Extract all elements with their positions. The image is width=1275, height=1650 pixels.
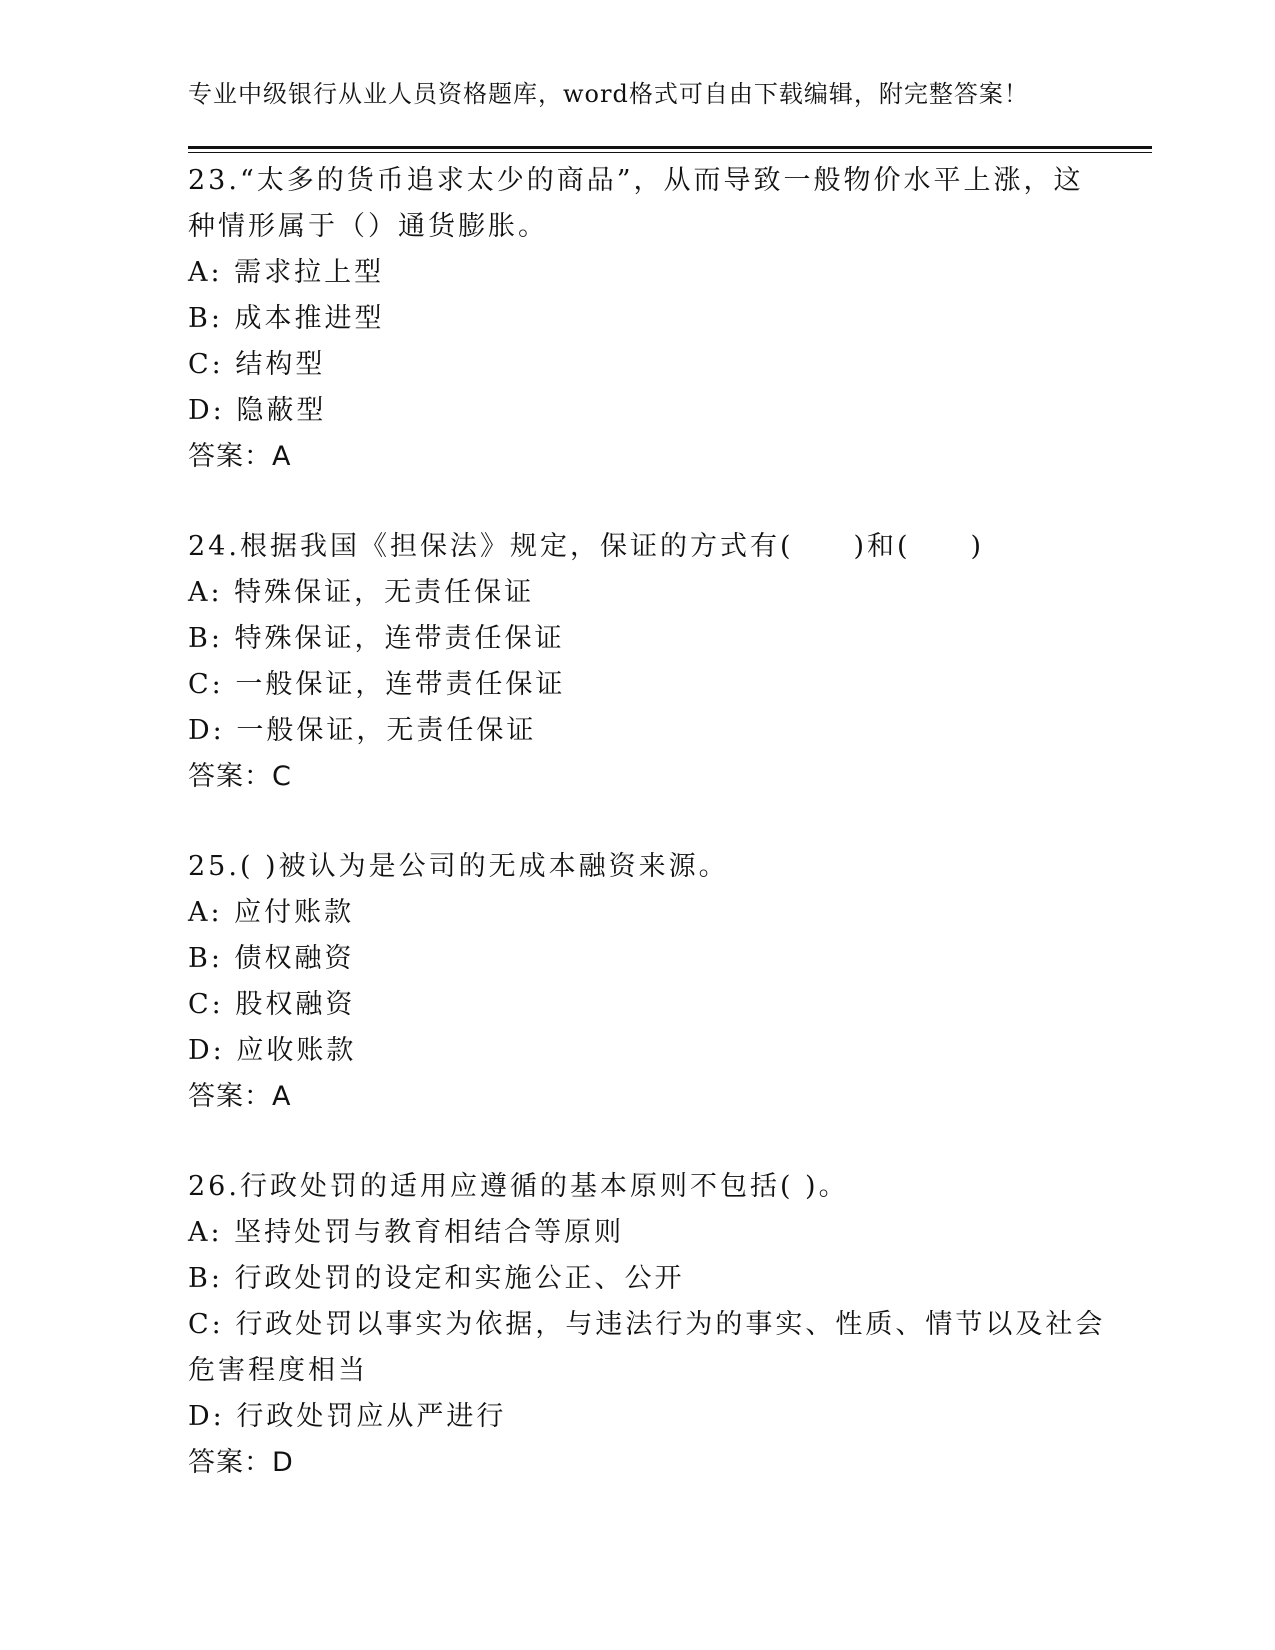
question-list [188, 158, 1106, 1530]
header-rule [188, 146, 1152, 153]
option-d: D: 应收账款 [188, 1035, 357, 1066]
option-c: C: 一般保证，连带责任保证 [188, 669, 566, 700]
option-d: D: 行政处罚应从严进行 [188, 1401, 507, 1432]
option-a: A: 需求拉上型 [188, 257, 385, 288]
option-a: A: 应付账款 [188, 897, 355, 928]
answer: 答案：A [188, 1081, 292, 1112]
question-stem: 25.( )被认为是公司的无成本融资来源。 [188, 851, 729, 882]
page-header: 专业中级银行从业人员资格题库，word格式可自由下载编辑，附完整答案！ [188, 80, 1029, 108]
question-stem: 种情形属于（）通货膨胀。 [188, 211, 548, 242]
option-a: A: 特殊保证，无责任保证 [188, 577, 535, 608]
option-c: C: 行政处罚以事实为依据，与违法行为的事实、性质、情节以及社会 [188, 1309, 1106, 1340]
option-b: B: 成本推进型 [188, 303, 385, 334]
question-24 [188, 524, 1088, 800]
question-26 [188, 1164, 1106, 1486]
question-23 [188, 158, 1088, 480]
option-c: C: 股权融资 [188, 989, 356, 1020]
question-25 [188, 844, 1088, 1120]
option-b: B: 债权融资 [188, 943, 355, 974]
question-stem: 23.“太多的货币追求太少的商品”，从而导致一般物价水平上涨，这 [188, 165, 1084, 196]
option-c: C: 结构型 [188, 349, 326, 380]
option-c-continuation: 危害程度相当 [188, 1355, 368, 1386]
option-a: A: 坚持处罚与教育相结合等原则 [188, 1217, 625, 1248]
answer: 答案：C [188, 761, 292, 792]
question-stem: 26.行政处罚的适用应遵循的基本原则不包括( )。 [188, 1171, 849, 1202]
answer: 答案：A [188, 441, 292, 472]
option-b: B: 特殊保证，连带责任保证 [188, 623, 565, 654]
option-d: D: 一般保证，无责任保证 [188, 715, 537, 746]
answer: 答案：D [188, 1447, 294, 1478]
option-b: B: 行政处罚的设定和实施公正、公开 [188, 1263, 685, 1294]
question-stem: 24.根据我国《担保法》规定，保证的方式有( )和( ) [188, 531, 985, 562]
option-d: D: 隐蔽型 [188, 395, 327, 426]
